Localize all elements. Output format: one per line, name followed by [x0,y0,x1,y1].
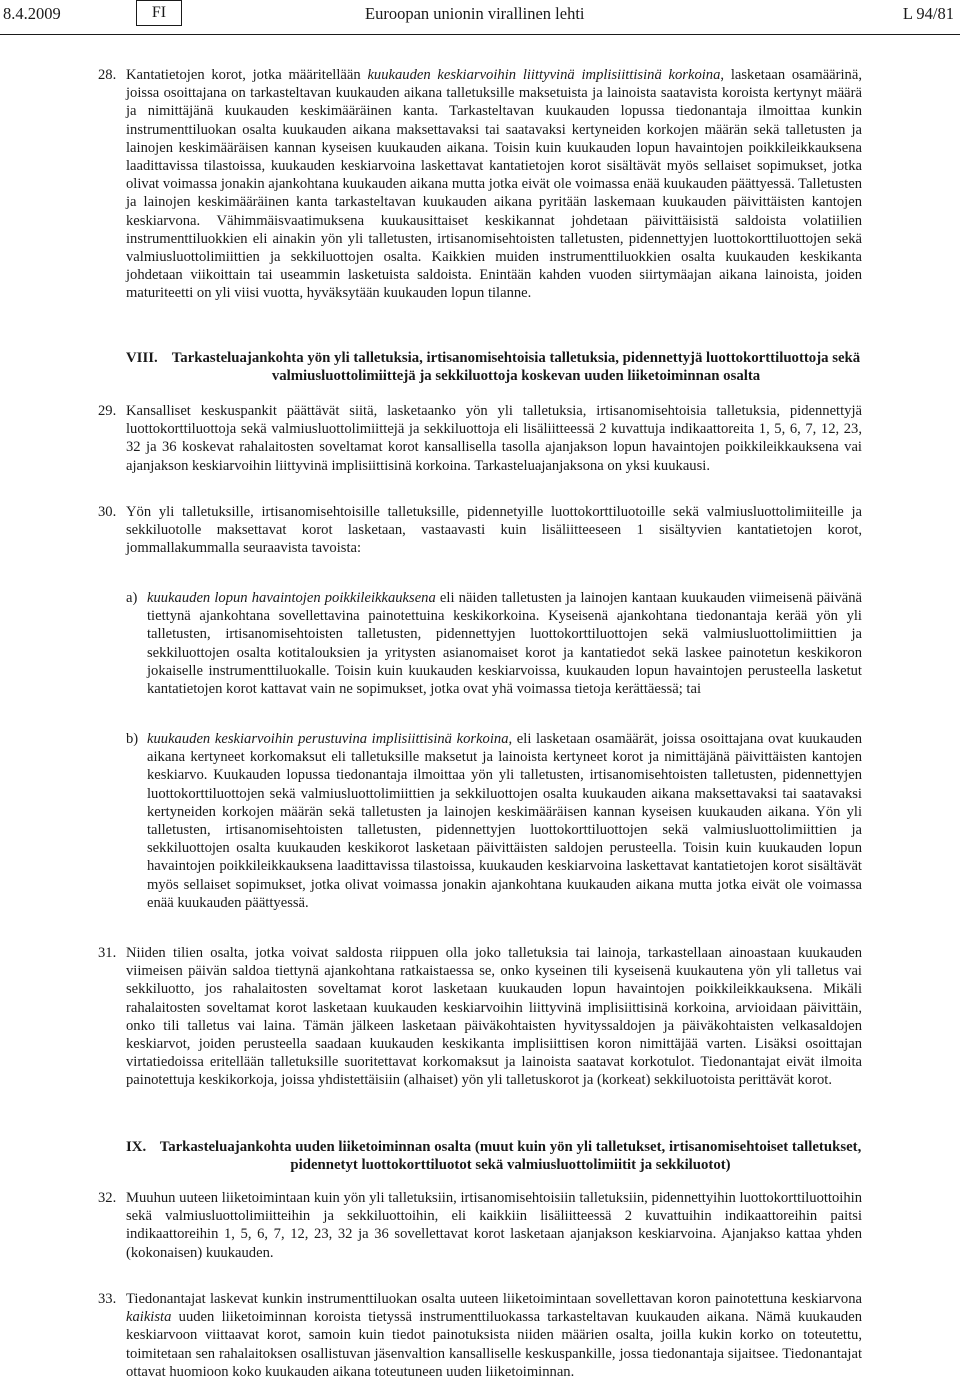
paragraph-28-italic: kuukauden keskiarvoihin liittyvinä implisiittisinä korkoina [367,67,721,83]
paragraph-33 [126,1290,862,1381]
journal-title: Euroopan unionin virallinen lehti [365,4,585,23]
paragraph-28-rest: , lasketaan osamäärinä, joissa osoittajana on tarkasteltavan kuukauden aikana talletuksille maksetuista ja lainoista saatavista koroista kertynyt määrä ja nimittäjänä kuukauden keskimääräinen kanta. Tarkasteltavan kuukauden lopussa tiedonantaja ilmoittaa kunkin instrumenttiluokan osalta kuukauden aikana maksettavaksi tai saatavaksi kertyneiden korkojen määrän sekä talletusten ja lainojen keskimääräisen kannan kyseisen kuukauden aikana. Toisin kuin kuukauden lopun havaintojen poikkileikkauksena laadittavissa tilastoissa, kuukauden keskiarvoina laskettavat kantatietojen korot sisältävät myös sellaiset sopimukset, jotka olivat voimassa jonakin ajankohtana kuukauden aikana mutta jotka eivät ole voimassa enää kuukauden päättyessä. Talletusten ja lainojen keskimääräinen kanta tarkasteltavan kuukauden aikana pyritään laskemaan kuukauden päivittäisten kantojen keskiarvona. Vähimmäisvaatimuksena kuukausittaiset keskikannat johdetaan päivittäisistä saldoista volatiilien instrumenttiluokkien eli ainakin yön yli talletusten, irtisanomisehtoisten talletusten, pidennettyjen luottokorttiluottojen sekä valmiusluottolimiittien ja sekkiluottojen osalta. Kaikkien muiden instrumenttiluokkien osalta kuukauden keskikanta johdetaan viikoittain tai useammin lasketuista saldoista. Enintään kahden vuoden siirtymäajan aikana lainoista, joiden maturiteetti on yli viisi vuotta, hyväksytään kuukauden lopun tilanne. [126,67,862,302]
paragraph-31: Niiden tilien osalta, jotka voivat saldosta riippuen olla joko talletuksia tai lainoja, tarkastellaan ainoastaan kuukauden viimeisen päivän saldoa tiettynä ajankohtana ratkaistaessa se, onko kyseinen tili kyseisenä kuukautena yön yli talletus vai sekkiluotto, jos rahalaitosten soveltamat korot lasketaan kuukauden lopun havaintojen poikkileikkauksena. Mikäli rahalaitosten soveltamat korot lasketaan kuukauden keskiarvoihin liittyvinä implisiittisinä korkoina, arvioidaan päivittäin, onko tili talletus vai laina. Tämän jälkeen lasketaan päiväkohtaisten hyvityssaldojen ja päiväkohtaisten velkasaldojen keskiarvot, joiden perusteella saadaan kuukauden keskikanta implisiittisen koron nimittäjää varten. Lisäksi osoittajan virtatiedoissa eritellään talletuksille suoritettavat korkomaksut ja lainoista saatavat korkotulot. Tiedonantajat eivät ilmoita painotettuja keskikorkoja, joissa yhdistettäisiin (alhaiset) yön yli talletuskorot ja (korkeat) sekkiluotoista perittävät korot. [126,945,862,1089]
list-item-b-rest: , eli lasketaan osamäärät, joissa osoittajana ovat kuukauden aikana kertyneet korkomaksut eli talletuksille maksetut ja lainoista kertyneet korot ja nimittäjänä päivittäisten kantojen keskiarvo. Kuukauden lopussa tiedonantaja ilmoittaa yön yli talletusten, irtisanomisehtoisten talletusten, pidennettyjen luottokorttiluottojen sekä valmiusluottolimiittien ja sekkiluottojen osalta kuukauden aikana maksettavaksi tai saatavaksi kertyneiden korkojen määrän sekä talletusten ja lainojen keskimääräisen kannan kyseisen kuukauden aikana. Yön yli talletusten, irtisanomisehtoisten talletusten, pidennettyjen luottokorttiluottojen sekä valmiusluottolimiittien ja sekkiluottojen osalta kuukauden keskikorot lasketaan päivittäisten saldojen perusteella. Toisin kuin kuukauden lopun havaintojen poikkileikkauksena laadittavissa tilastoissa, kuukauden keskiarvoina laskettavat kantatietojen korot sisältävät myös sellaiset sopimukset, jotka olivat voimassa jonakin ajankohtana kuukauden aikana mutta jotka eivät ole voimassa enää kuukauden päättyessä. [147,731,862,911]
list-label-b: b) [126,731,139,747]
paragraph-33-rest: uuden liiketoiminnan koroista tietyssä instrumenttiluokassa tarkasteltavan kuukauden aikana. Nämä kuukauden keskiarvoon viittaavat korot, samoin kuin tiedot painotuksista niiden määrien osalta, joilla kukin korko on toteutettu, toimitetaan sen rahalaitoksen osallistuvan jäsenvaltion kansalliselle keskuspankille, jossa tiedonantaja sijaitsee. Tiedonantajat ottavat huomioon koko kuukauden aikana toteutuneen uuden liiketoiminnan. [126,1309,862,1380]
paragraph-number-32: 32. [98,1190,117,1206]
paragraph-number-30: 30. [98,504,117,520]
section-heading-8: Tarkasteluajankohta yön yli talletuksia, irtisanomisehtoisia talletuksia, pidennettyjä luottokorttiluottoja sekä valmiusluottolimiittejä ja sekkiluottoja koskevan uuden liiketoiminnan osalta [171,350,861,385]
paragraph-number-31: 31. [98,945,117,961]
paragraph-28 [126,66,862,303]
paragraph-30: Yön yli talletuksille, irtisanomisehtoisille talletuksille, pidennetyille luottokorttiluotoille sekä valmiusluottolimiiteille ja sekkiluotolle maksettavat korot lasketaan, vastaavasti kuin lisäliitteeseen 1 sisältyvien kantatietojen korot, jommallakummalla seuraavista tavoista: [126,504,862,557]
list-item-b [147,730,862,912]
paragraph-29: Kansalliset keskuspankit päättävät siitä, lasketaanko yön yli talletuksia, irtisanomisehtoisia talletuksia, pidennettyjä luottokorttiluottoja sekä valmiusluottolimiittejä ja sekkiluottoja eli lisäliitteessä 2 kuvattuja indikaattoreita 1, 5, 6, 7, 12, 23, 32 ja 36 koskevat rahalaitosten soveltamat korot kansallisella tasolla ajanjakson lopun havaintojen poikkileikkauksena vai ajanjakson keskiarvoihin liittyvinä implisiittisinä korkoina. Tarkasteluajanjaksona on yksi kuukausi. [126,403,862,474]
list-label-a: a) [126,590,138,606]
paragraph-33-italic: kaikista [126,1309,172,1326]
list-item-a-italic: kuukauden lopun havaintojen poikkileikkauksena [147,590,436,606]
paragraph-number-29: 29. [98,403,117,419]
list-item-a [147,589,862,698]
page-reference: L 94/81 [902,4,954,23]
section-heading-9: Tarkasteluajankohta uuden liiketoiminnan osalta (muut kuin yön yli talletukset, irtisanomisehtoiset talletukset, pidennetyt luottokorttiluotot sekä valmiusluottolimiitit ja sekkiluotot) [159,1139,862,1174]
page-header [0,0,960,40]
list-item-b-italic: kuukauden keskiarvoihin perustuvina implisiittisinä korkoina [147,731,509,747]
paragraph-number-28: 28. [98,67,117,83]
section-number-9: IX. [126,1139,147,1155]
language-box: FI [136,0,182,26]
section-number-8: VIII. [126,350,158,366]
header-rule [0,34,960,35]
paragraph-33-lead: Tiedonantajat laskevat kunkin instrumenttiluokan osalta uuteen liiketoimintaan sovellettavan koron painotettuna keskiarvona [126,1291,862,1307]
paragraph-28-lead: Kantatietojen korot, jotka määritellään [126,67,368,83]
paragraph-32: Muuhun uuteen liiketoimintaan kuin yön yli talletuksiin, irtisanomisehtoisiin talletuksiin, pidennettyihin luottokorttiluottoihin sekä valmiusluottolimiitteihin ja sekkiluottoihin, eli kaikkiin lisäliitteessä 2 kuvattuihin indikaattoreihin paitsi indikaattoreihin 1, 5, 6, 7, 12, 23, 32 ja 36 sovellettavat korot lasketaan ajanjakson keskiarvoina. Ajanjakso kattaa yhden (kokonaisen) kuukauden. [126,1190,862,1261]
publication-date: 8.4.2009 [3,4,61,23]
paragraph-number-33: 33. [98,1291,117,1307]
list-item-a-rest: eli näiden talletusten ja lainojen kantaan kuukauden viimeisenä päivänä tiettynä ajankohtana sovellettavina painotettuina keskikorkoina. Kyseisenä ajankohtana tiedonantaja kerää yön yli talletusten, irtisanomisehtoisten talletusten, pidennettyjen luottokorttiluottojen sekä valmiusluottolimiittien ja sekkiluottojen osalta kotitalouksien ja yritysten asianomaiset korot ja kantatiedot sekä laskee painotetun keskikoron jokaiselle instrumenttiluokalle. Toisin kuin kuukauden keskiarvoissa, kuukauden lopun havaintojen perusteella lasketut kantatietojen korot kattavat vain ne sopimukset, jotka ovat yhä voimassa tietoja kerättäessä; tai [147,590,862,698]
